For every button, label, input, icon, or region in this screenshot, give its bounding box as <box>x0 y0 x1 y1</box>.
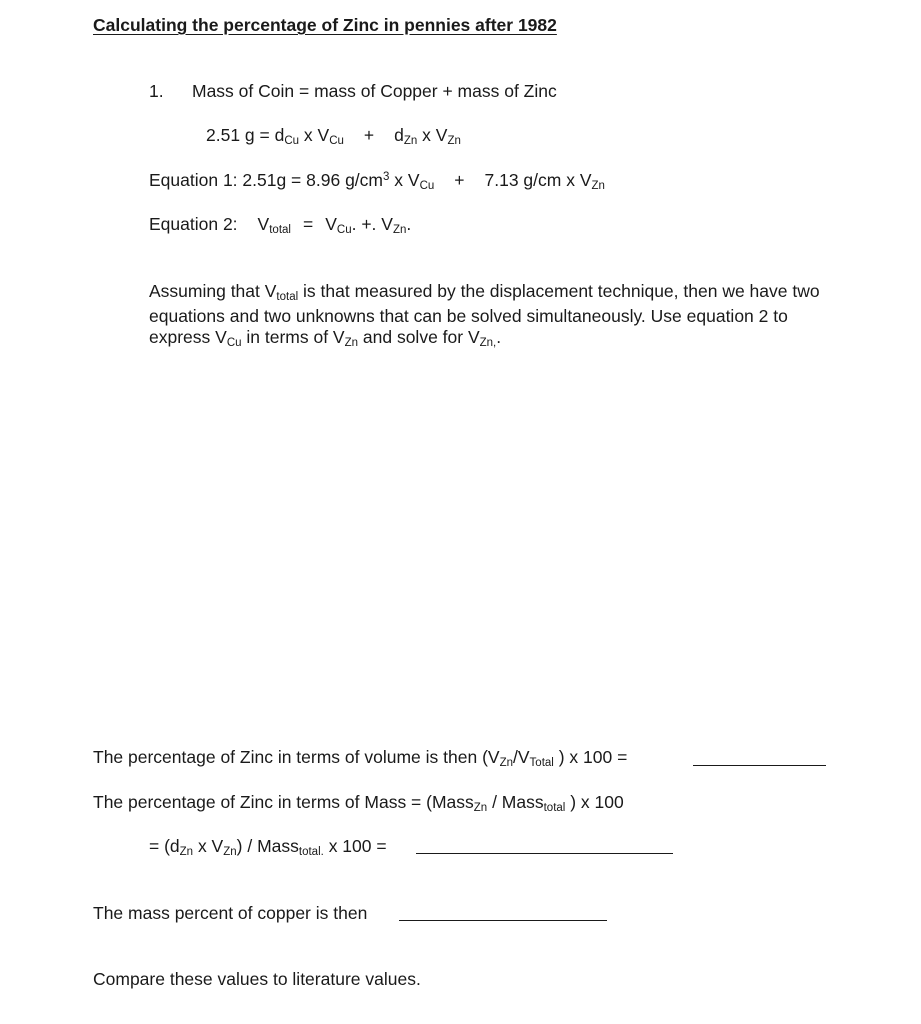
mass-text: The percentage of Zinc in terms of Mass = (Mass <box>93 792 474 812</box>
vol-slash: /V <box>513 747 530 767</box>
para-text-5: . <box>496 327 502 347</box>
vol-sub-total: Total <box>529 757 554 769</box>
eq2-sub-zn: Zn <box>392 224 407 236</box>
para-sub-cu: Cu <box>226 337 242 349</box>
para-text-1: Assuming that V <box>149 281 277 301</box>
eq1-sup: 3 <box>383 171 390 183</box>
mass2-text: = (d <box>149 836 180 856</box>
page-title: Calculating the percentage of Zinc in pennies after 1982 <box>93 15 557 35</box>
eq2-label: Equation 2: <box>149 214 238 234</box>
eq1-term1: x V <box>389 170 420 190</box>
para-text-2: is that measured by the displacement technique, then we have two equations and two unknowns that can be solved simultaneously. Use equation 2 to express V <box>149 281 820 347</box>
para-sub-total: total <box>276 291 299 303</box>
eq1-sub-cu: Cu <box>419 180 435 192</box>
eq1-term2: 7.13 g/cm x V <box>484 170 592 190</box>
eq0-sub-zn: Zn <box>403 135 418 147</box>
eq2-v: V <box>257 214 270 234</box>
volume-percentage-line <box>93 747 627 770</box>
item-number: 1. <box>149 81 164 101</box>
eq0-term3: x V <box>417 125 448 145</box>
equation-1 <box>149 170 605 193</box>
copper-answer-blank[interactable] <box>399 920 607 921</box>
mass-sub-total: total <box>543 802 566 814</box>
mass2-x-v: x V <box>193 836 224 856</box>
vol-text: The percentage of Zinc in terms of volume is then (V <box>93 747 500 767</box>
para-text-4: and solve for V <box>358 327 480 347</box>
mass-answer-blank[interactable] <box>416 853 673 854</box>
eq1-sub-zn: Zn <box>591 180 605 192</box>
eq0-sub-zn-2: Zn <box>447 135 461 147</box>
para-text-3: in terms of V <box>241 327 345 347</box>
equation-mass-expanded <box>206 125 461 148</box>
mass-slash: / Mass <box>487 792 544 812</box>
mass-sub-zn: Zn <box>473 802 488 814</box>
eq0-lhs: 2.51 g = d <box>206 125 285 145</box>
eq2-v-cu: V <box>325 214 337 234</box>
eq0-sub-cu-2: Cu <box>329 135 344 147</box>
eq2-plus-v: . +. V <box>351 214 393 234</box>
copper-percentage-line: The mass percent of copper is then <box>93 903 368 923</box>
mass2-div-mass: ) / Mass <box>236 836 299 856</box>
eq1-plus: + <box>454 170 465 190</box>
eq2-dot: . <box>406 214 412 234</box>
eq1-label: Equation 1: 2.51g = 8.96 g/cm <box>149 170 383 190</box>
vol-sub-zn: Zn <box>499 757 513 769</box>
instruction-paragraph <box>149 281 839 352</box>
equation-2 <box>149 214 411 237</box>
vol-times-100: ) x 100 = <box>553 747 628 767</box>
eq2-sub-total: total <box>269 224 291 236</box>
eq0-sub-cu: Cu <box>284 135 300 147</box>
mass2-sub-zn-2: Zn <box>223 846 237 858</box>
mass-times-100: ) x 100 <box>565 792 624 812</box>
para-sub-zn: Zn <box>344 337 359 349</box>
para-sub-zn-2: Zn, <box>479 337 497 349</box>
eq0-term2: d <box>394 125 404 145</box>
volume-answer-blank[interactable] <box>693 765 826 766</box>
eq0-term1: x V <box>299 125 330 145</box>
eq0-plus: + <box>363 125 375 145</box>
mass-percentage-line <box>93 792 624 815</box>
mass2-sub-zn: Zn <box>179 846 194 858</box>
eq2-equals: = <box>302 214 314 234</box>
mass-of-coin-statement: Mass of Coin = mass of Copper + mass of Zinc <box>192 81 557 101</box>
eq2-sub-cu: Cu <box>336 224 352 236</box>
mass2-times-100: x 100 = <box>323 836 387 856</box>
compare-instruction: Compare these values to literature values. <box>93 969 421 989</box>
mass2-sub-total: total. <box>298 846 324 858</box>
mass-percentage-formula <box>149 836 387 859</box>
